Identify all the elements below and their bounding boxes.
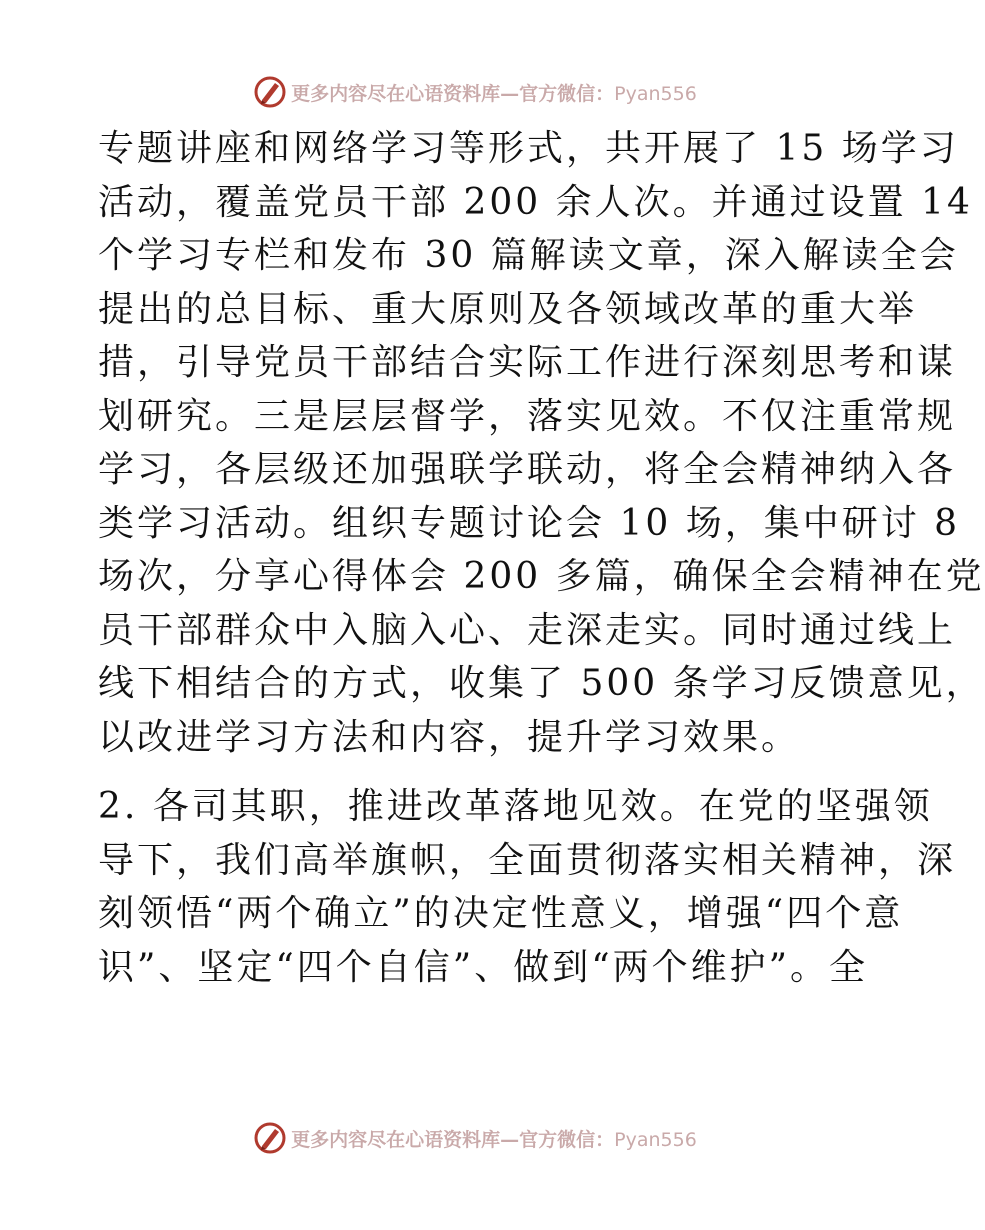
- text-line: 个学习专栏和发布 30 篇解读文章，深入解读全会: [98, 235, 959, 276]
- text-line: 划研究。三是层层督学，落实见效。不仅注重常规: [98, 395, 957, 437]
- footer-wechat-id: Pyan556: [614, 1128, 697, 1151]
- footer-banner: [0, 1118, 950, 1158]
- paragraph-2: [98, 780, 957, 994]
- pen-circle-logo-icon: [253, 1121, 287, 1155]
- text-line: 专题讲座和网络学习等形式，共开展了 15 场学习: [98, 128, 959, 169]
- text-line: 措，引导党员干部结合实际工作进行深刻思考和谋: [98, 342, 957, 383]
- text-line: 2. 各司其职，推进改革落地见效。在党的坚强领: [98, 786, 933, 827]
- text-line: 以改进学习方法和内容，提升学习效果。: [98, 716, 801, 758]
- header-banner-text: 更多内容尽在心语资料库—官方微信：Pyan556: [291, 82, 697, 105]
- paragraph-1: [98, 122, 985, 764]
- text-line: 类学习活动。组织专题讨论会 10 场，集中研讨 8: [98, 502, 961, 544]
- text-line: 提出的总目标、重大原则及各领域改革的重大举: [98, 288, 918, 330]
- header-banner: [0, 72, 950, 112]
- text-line: 导下，我们高举旗帜，全面贯彻落实相关精神，深: [98, 839, 957, 881]
- text-line: 线下相结合的方式，收集了 500 条学习反馈意见，: [98, 663, 985, 704]
- pen-circle-logo-icon: [253, 75, 287, 109]
- paragraph-gap: [98, 764, 858, 780]
- text-line: 学习，各层级还加强联学联动，将全会精神纳入各: [98, 449, 957, 490]
- text-line: 活动，覆盖党员干部 200 余人次。并通过设置 14: [98, 181, 973, 223]
- text-line: 刻领悟“两个确立”的决定性意义，增强“四个意: [98, 893, 904, 934]
- header-wechat-id: Pyan556: [614, 82, 697, 105]
- text-line: 员干部群众中入脑入心、走深走实。同时通过线上: [98, 609, 957, 651]
- document-body: [98, 122, 985, 994]
- footer-banner-text: 更多内容尽在心语资料库—官方微信：Pyan556: [291, 1128, 697, 1151]
- text-line: 场次，分享心得体会 200 多篇，确保全会精神在党: [98, 556, 985, 597]
- text-line: 识”、坚定“四个自信”、做到“两个维护”。全: [98, 946, 869, 988]
